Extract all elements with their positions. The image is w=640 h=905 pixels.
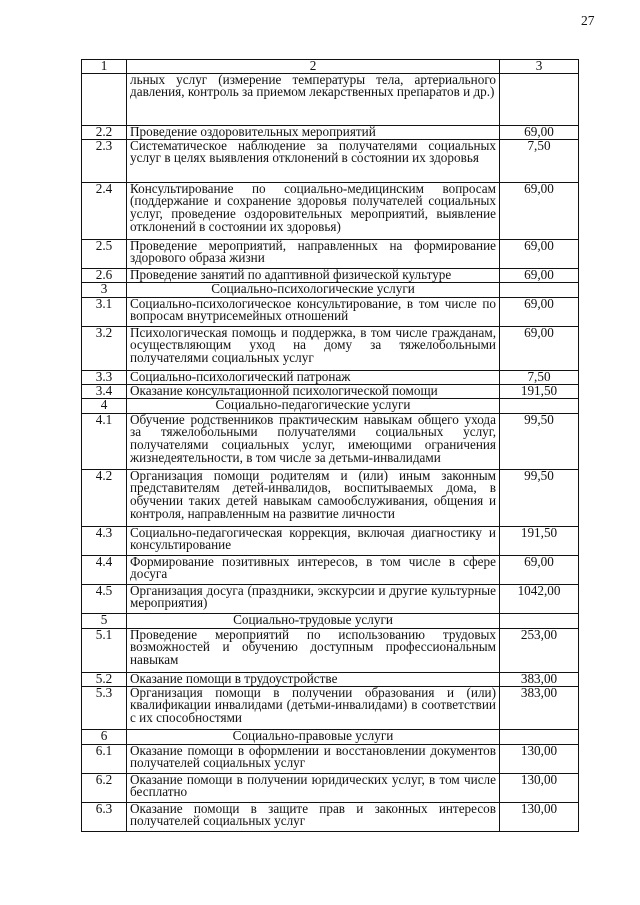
- table-row: [82, 555, 579, 584]
- service-price: 69,00: [500, 268, 579, 282]
- section-title: Социально-психологические услуги: [127, 282, 500, 297]
- service-price: [500, 282, 579, 297]
- service-number: [82, 73, 127, 125]
- service-number: 3.3: [82, 370, 127, 384]
- service-description: Оказание консультационной психологической помощи: [127, 384, 500, 398]
- service-description: Социально-психологическое консультирование, в том числе по вопросам внутрисемейных отношений: [127, 297, 500, 326]
- table-row: [82, 297, 579, 326]
- table-row: [82, 125, 579, 139]
- column-header-number: 1: [82, 60, 127, 74]
- service-number: 4.5: [82, 584, 127, 613]
- service-price: 69,00: [500, 297, 579, 326]
- table-row: [82, 773, 579, 802]
- service-description: Обучение родственников практическим навыкам общего ухода за тяжелобольными получателями социальных услуг, получателями социальных услуг, имеющими ограничения жизнедеятельности, в том числе за детьми-инвалидами: [127, 413, 500, 469]
- section-row: [82, 398, 579, 413]
- service-description: Консультирование по социально-медицинским вопросам (поддержание и сохранение здоровья получателей социальных услуг, проведение оздоровительных мероприятий, выявление отклонений в состоянии их здоровья): [127, 182, 500, 239]
- service-price: [500, 729, 579, 744]
- service-description: Организация досуга (праздники, экскурсии и другие культурные мероприятия): [127, 584, 500, 613]
- table-body: [82, 60, 579, 832]
- service-price: 1042,00: [500, 584, 579, 613]
- service-number: 5.1: [82, 628, 127, 672]
- service-price: 383,00: [500, 672, 579, 686]
- service-number: 5.2: [82, 672, 127, 686]
- service-number: 2.5: [82, 239, 127, 268]
- service-price: 253,00: [500, 628, 579, 672]
- table-row: [82, 584, 579, 613]
- service-description: Проведение мероприятий, направленных на формирование здорового образа жизни: [127, 239, 500, 268]
- service-description: Систематическое наблюдение за получателями социальных услуг в целях выявления отклонений в состоянии их здоровья: [127, 139, 500, 182]
- service-number: 3.2: [82, 326, 127, 370]
- table-row: [82, 268, 579, 282]
- service-price: 383,00: [500, 686, 579, 729]
- service-description: Социально-педагогическая коррекция, включая диагностику и консультирование: [127, 526, 500, 555]
- table-row: [82, 182, 579, 239]
- service-price: 130,00: [500, 744, 579, 773]
- section-number: 6: [82, 729, 127, 744]
- service-description: Формирование позитивных интересов, в том числе в сфере досуга: [127, 555, 500, 584]
- table-row: [82, 370, 579, 384]
- table-row: [82, 802, 579, 831]
- service-price: 7,50: [500, 139, 579, 182]
- service-description: Проведение мероприятий по использованию трудовых возможностей и обучению доступным профессиональным навыкам: [127, 628, 500, 672]
- table-row: [82, 139, 579, 182]
- service-number: 2.4: [82, 182, 127, 239]
- table-row: [82, 672, 579, 686]
- service-price: [500, 613, 579, 628]
- table-row: [82, 526, 579, 555]
- section-title: Социально-трудовые услуги: [127, 613, 500, 628]
- service-description: Оказание помощи в трудоустройстве: [127, 672, 500, 686]
- service-description: Оказание помощи в получении юридических услуг, в том числе бесплатно: [127, 773, 500, 802]
- section-number: 5: [82, 613, 127, 628]
- service-description: Проведение занятий по адаптивной физической культуре: [127, 268, 500, 282]
- service-price: 69,00: [500, 326, 579, 370]
- page-number: 27: [581, 13, 595, 28]
- service-price: 191,50: [500, 526, 579, 555]
- service-price: 130,00: [500, 773, 579, 802]
- service-price: [500, 398, 579, 413]
- service-price: [500, 73, 579, 125]
- service-price: 69,00: [500, 239, 579, 268]
- table-row: [82, 326, 579, 370]
- services-price-table: [81, 59, 579, 832]
- service-description: льных услуг (измерение температуры тела, артериального давления, контроль за приемом лекарственных препаратов и др.): [127, 73, 500, 125]
- service-number: 2.3: [82, 139, 127, 182]
- service-price: 7,50: [500, 370, 579, 384]
- service-price: 191,50: [500, 384, 579, 398]
- service-price: 69,00: [500, 182, 579, 239]
- service-number: 4.4: [82, 555, 127, 584]
- table-row: [82, 469, 579, 526]
- column-header-row: [82, 60, 579, 74]
- section-title: Социально-педагогические услуги: [127, 398, 500, 413]
- service-price: 69,00: [500, 555, 579, 584]
- section-row: [82, 613, 579, 628]
- service-number: 3.1: [82, 297, 127, 326]
- table-row: [82, 686, 579, 729]
- service-description: Проведение оздоровительных мероприятий: [127, 125, 500, 139]
- section-number: 4: [82, 398, 127, 413]
- section-row: [82, 729, 579, 744]
- table-row: [82, 628, 579, 672]
- service-number: 4.3: [82, 526, 127, 555]
- section-row: [82, 282, 579, 297]
- service-number: 6.3: [82, 802, 127, 831]
- service-price: 99,50: [500, 469, 579, 526]
- service-price: 99,50: [500, 413, 579, 469]
- table-row: [82, 239, 579, 268]
- table-row: [82, 413, 579, 469]
- table-row: [82, 384, 579, 398]
- service-number: 4.1: [82, 413, 127, 469]
- service-description: Организация помощи в получении образования и (или) квалификации инвалидами (детьми-инвалидами) в соответствии с их способностями: [127, 686, 500, 729]
- service-number: 6.2: [82, 773, 127, 802]
- service-price: 130,00: [500, 802, 579, 831]
- service-number: 2.2: [82, 125, 127, 139]
- section-title: Социально-правовые услуги: [127, 729, 500, 744]
- service-description: Оказание помощи в защите прав и законных интересов получателей социальных услуг: [127, 802, 500, 831]
- column-header-service: 2: [127, 60, 500, 74]
- service-number: 6.1: [82, 744, 127, 773]
- service-price: 69,00: [500, 125, 579, 139]
- service-number: 4.2: [82, 469, 127, 526]
- table-row: [82, 744, 579, 773]
- column-header-price: 3: [500, 60, 579, 74]
- service-description: Организация помощи родителям и (или) иным законным представителям детей-инвалидов, воспитываемых дома, в обучении таких детей навыкам самообслуживания, общения и контроля, направленным на развитие личности: [127, 469, 500, 526]
- service-description: Социально-психологический патронаж: [127, 370, 500, 384]
- service-description: Оказание помощи в оформлении и восстановлении документов получателей социальных услуг: [127, 744, 500, 773]
- table-row: [82, 73, 579, 125]
- section-number: 3: [82, 282, 127, 297]
- service-number: 3.4: [82, 384, 127, 398]
- service-number: 2.6: [82, 268, 127, 282]
- service-number: 5.3: [82, 686, 127, 729]
- service-description: Психологическая помощь и поддержка, в том числе гражданам, осуществляющим уход на дому за тяжелобольными получателями социальных услуг: [127, 326, 500, 370]
